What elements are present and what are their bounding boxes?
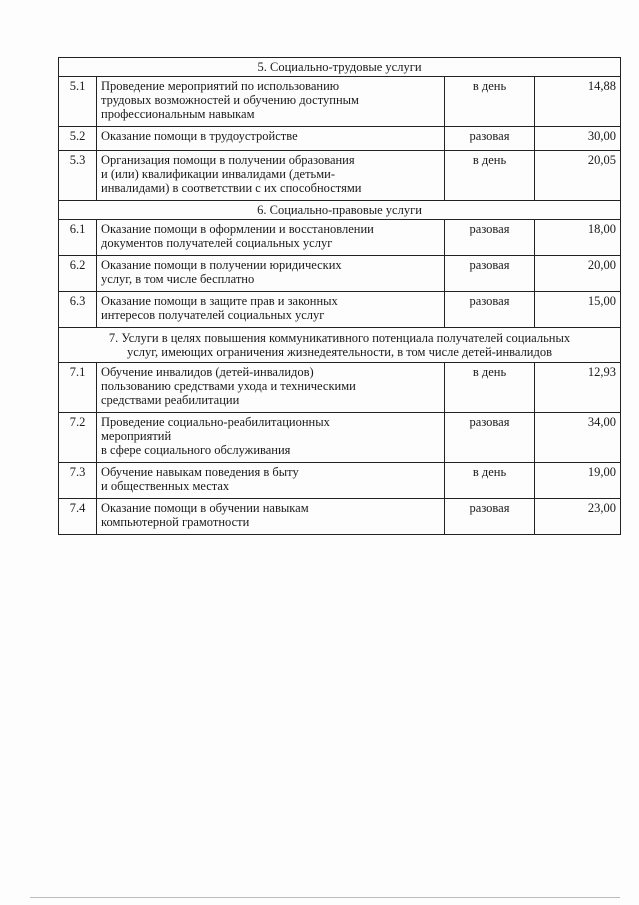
service-unit: разовая bbox=[445, 292, 535, 328]
service-name-line: и (или) квалификации инвалидами (детьми- bbox=[101, 167, 336, 181]
section-header-row bbox=[59, 201, 621, 220]
table-row bbox=[59, 499, 621, 535]
service-price: 20,00 bbox=[535, 256, 621, 292]
table-row bbox=[59, 463, 621, 499]
service-name bbox=[97, 413, 445, 463]
section-title bbox=[59, 328, 621, 363]
row-number: 5.1 bbox=[59, 77, 97, 127]
row-number: 7.3 bbox=[59, 463, 97, 499]
row-number: 7.2 bbox=[59, 413, 97, 463]
service-name-line: Оказание помощи в обучении навыкам bbox=[101, 501, 309, 515]
service-name-line: документов получателей социальных услуг bbox=[101, 236, 333, 250]
section-header-row bbox=[59, 58, 621, 77]
service-unit: в день bbox=[445, 363, 535, 413]
service-unit: разовая bbox=[445, 499, 535, 535]
service-unit: разовая bbox=[445, 127, 535, 151]
table-row bbox=[59, 292, 621, 328]
service-name-line: Проведение социально-реабилитационных bbox=[101, 415, 330, 429]
service-name-line: Проведение мероприятий по использованию bbox=[101, 79, 340, 93]
service-name-line: пользованию средствами ухода и техническими bbox=[101, 379, 356, 393]
service-name-line: услуг, в том числе бесплатно bbox=[101, 272, 255, 286]
service-name-line: и общественных местах bbox=[101, 479, 230, 493]
service-price: 20,05 bbox=[535, 151, 621, 201]
section-header-row bbox=[59, 328, 621, 363]
row-number: 6.3 bbox=[59, 292, 97, 328]
service-name-line: мероприятий bbox=[101, 429, 172, 443]
table-row bbox=[59, 363, 621, 413]
service-price: 34,00 bbox=[535, 413, 621, 463]
table-row bbox=[59, 413, 621, 463]
service-price: 14,88 bbox=[535, 77, 621, 127]
service-name bbox=[97, 463, 445, 499]
service-name bbox=[97, 499, 445, 535]
service-unit: в день bbox=[445, 77, 535, 127]
row-number: 7.1 bbox=[59, 363, 97, 413]
table-row bbox=[59, 151, 621, 201]
service-price: 15,00 bbox=[535, 292, 621, 328]
service-name bbox=[97, 256, 445, 292]
service-name-line: Обучение навыкам поведения в быту bbox=[101, 465, 299, 479]
table-row bbox=[59, 220, 621, 256]
table-row bbox=[59, 127, 621, 151]
service-name bbox=[97, 151, 445, 201]
service-name-line: интересов получателей социальных услуг bbox=[101, 308, 325, 322]
service-name-line: Оказание помощи в оформлении и восстановлении bbox=[101, 222, 374, 236]
service-name bbox=[97, 77, 445, 127]
service-name-line: в сфере социального обслуживания bbox=[101, 443, 291, 457]
service-price: 30,00 bbox=[535, 127, 621, 151]
service-name bbox=[97, 127, 445, 151]
service-price: 19,00 bbox=[535, 463, 621, 499]
service-unit: разовая bbox=[445, 256, 535, 292]
row-number: 5.2 bbox=[59, 127, 97, 151]
table-row bbox=[59, 256, 621, 292]
service-price: 23,00 bbox=[535, 499, 621, 535]
section-title: 5. Социально-трудовые услуги bbox=[59, 58, 621, 77]
service-name bbox=[97, 220, 445, 256]
service-name-line: инвалидами) в соответствии с их способностями bbox=[101, 181, 362, 195]
service-name-line: компьютерной грамотности bbox=[101, 515, 250, 529]
service-unit: разовая bbox=[445, 220, 535, 256]
service-name bbox=[97, 363, 445, 413]
service-price: 12,93 bbox=[535, 363, 621, 413]
service-unit: в день bbox=[445, 463, 535, 499]
service-name-line: Оказание помощи в защите прав и законных bbox=[101, 294, 338, 308]
service-unit: в день bbox=[445, 151, 535, 201]
section-title: 6. Социально-правовые услуги bbox=[59, 201, 621, 220]
service-name-line: Организация помощи в получении образования bbox=[101, 153, 355, 167]
service-name-line: Обучение инвалидов (детей-инвалидов) bbox=[101, 365, 314, 379]
service-name-line: Оказание помощи в трудоустройстве bbox=[101, 129, 298, 143]
service-name-line: средствами реабилитации bbox=[101, 393, 240, 407]
services-price-table bbox=[58, 57, 621, 535]
row-number: 6.1 bbox=[59, 220, 97, 256]
section-title-line: услуг, имеющих ограничения жизнедеятельности, в том числе детей-инвалидов bbox=[127, 345, 553, 359]
row-number: 6.2 bbox=[59, 256, 97, 292]
row-number: 5.3 bbox=[59, 151, 97, 201]
row-number: 7.4 bbox=[59, 499, 97, 535]
table-row bbox=[59, 77, 621, 127]
service-name-line: Оказание помощи в получении юридических bbox=[101, 258, 342, 272]
service-name-line: профессиональным навыкам bbox=[101, 107, 255, 121]
service-unit: разовая bbox=[445, 413, 535, 463]
service-price: 18,00 bbox=[535, 220, 621, 256]
section-title-line: 7. Услуги в целях повышения коммуникативного потенциала получателей социальных bbox=[108, 331, 571, 345]
service-name bbox=[97, 292, 445, 328]
scan-edge-line bbox=[30, 897, 620, 898]
service-name-line: трудовых возможностей и обучению доступным bbox=[101, 93, 359, 107]
